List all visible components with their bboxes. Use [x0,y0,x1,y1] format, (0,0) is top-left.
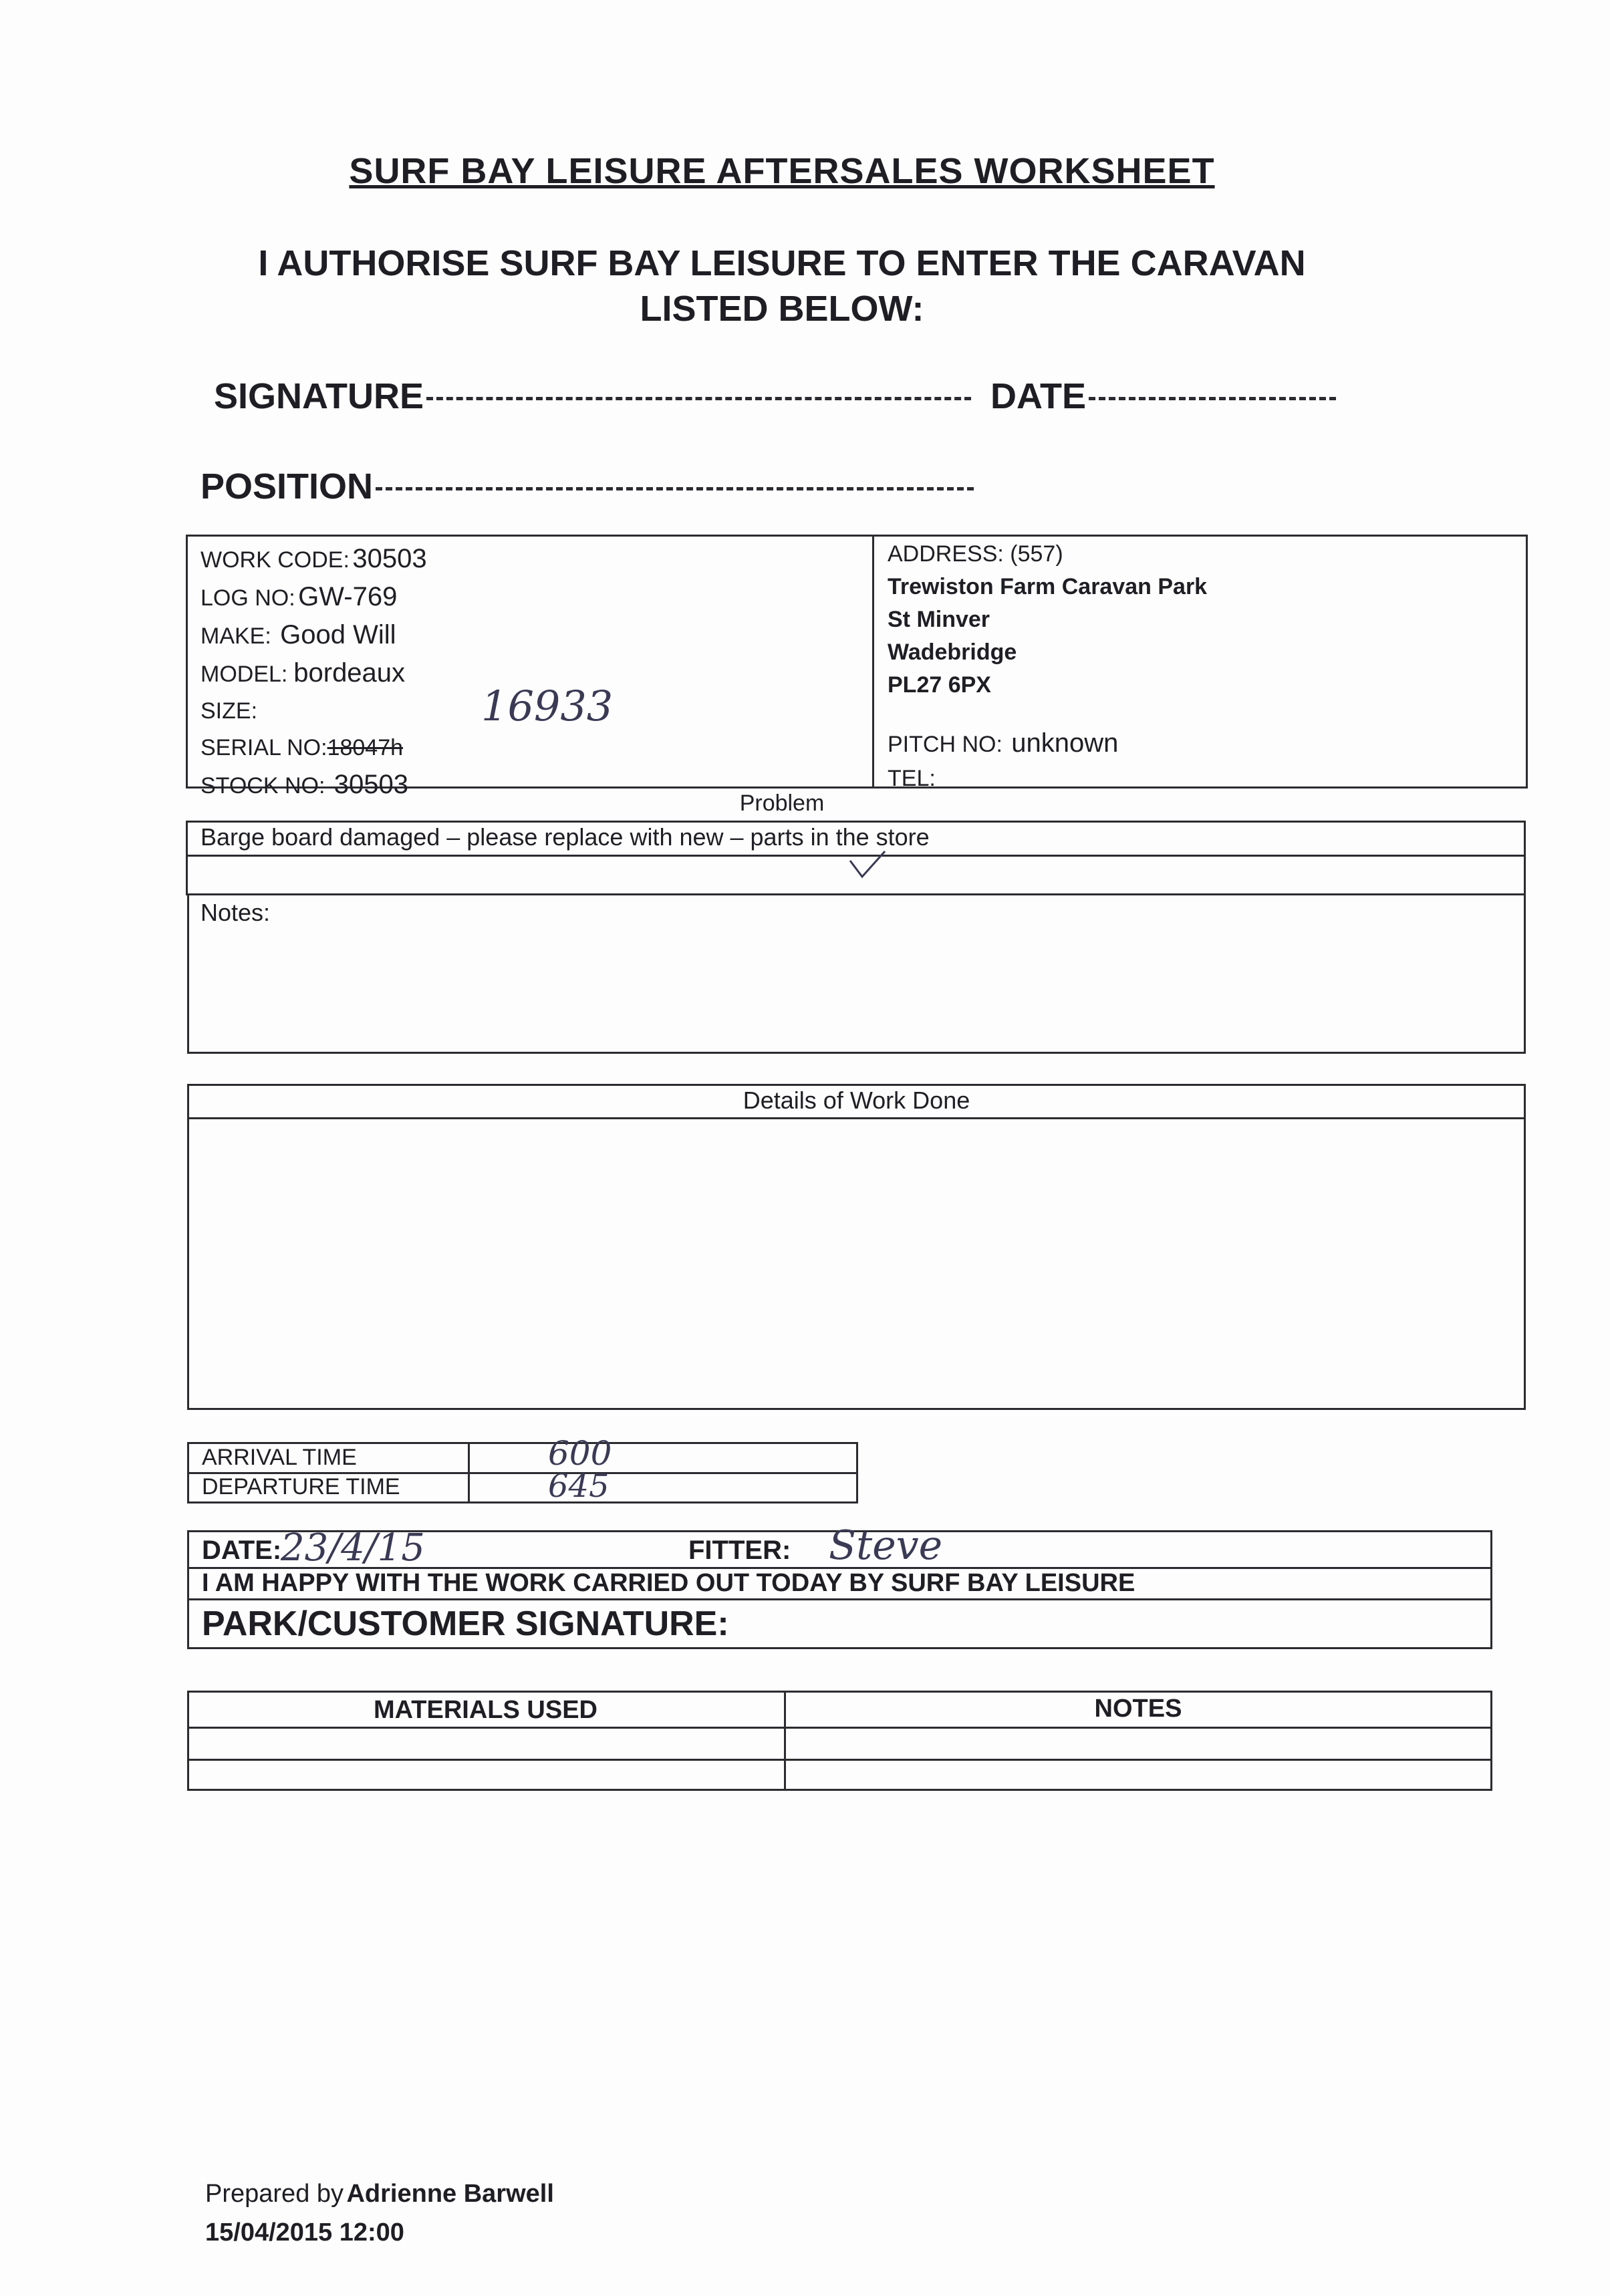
tel-label: TEL: [888,766,936,791]
make-label: MAKE: [200,623,271,649]
signature-line [214,376,1336,417]
fitter-label: FITTER: [688,1536,791,1565]
serial-no-label: SERIAL NO: [200,735,327,760]
signature-label: SIGNATURE [214,376,424,416]
size-row [200,695,427,732]
date-dashes [1089,397,1336,400]
position-dashes [376,487,974,490]
prepared-by-footer [205,2177,554,2249]
customer-signature-label: PARK/CUSTOMER SIGNATURE: [202,1604,729,1643]
authorisation-line-2: LISTED BELOW: [640,289,924,329]
pitch-no-label: PITCH NO: [888,732,1002,757]
notes-label: Notes: [200,899,271,926]
pitch-no-value: unknown [1011,728,1119,758]
departure-time-label: DEPARTURE TIME [202,1474,400,1499]
problem-heading: Problem [739,791,825,816]
page-title: SURF BAY LEISURE AFTERSALES WORKSHEET [349,151,1215,191]
address-line-1: Trewiston Farm Caravan Park [888,574,1208,599]
tick-mark-icon [847,847,888,881]
log-no-row [200,581,427,619]
notes-box [187,893,1526,1054]
arrival-time-value: 600 [548,1434,612,1473]
work-done-box [187,1084,1526,1410]
prepared-by-label: Prepared by [205,2180,344,2208]
model-label: MODEL: [200,662,288,687]
materials-row-divider-1 [187,1727,1492,1729]
size-label: SIZE: [200,698,258,724]
signoff-date-label: DATE: [202,1536,282,1565]
prepared-timestamp: 15/04/2015 12:00 [205,2218,404,2247]
pitch-no-row [888,728,1118,764]
signoff-divider-2 [187,1598,1492,1600]
work-code-value: 30503 [352,544,427,573]
work-code-row [200,543,427,581]
stock-no-value: 30503 [333,770,408,799]
work-done-header-divider [187,1117,1526,1119]
address-label: ADDRESS: (557) [888,541,1063,567]
address-block [888,538,1207,702]
serial-no-row [200,732,427,768]
serial-no-handwritten: 16933 [481,682,614,730]
signature-dashes [426,397,971,400]
make-row [200,619,427,657]
prepared-by-name: Adrienne Barwell [346,2180,554,2208]
position-line [200,466,974,507]
arrival-time-label: ARRIVAL TIME [202,1445,357,1470]
stock-no-label: STOCK NO: [200,773,325,799]
model-row [200,657,427,695]
departure-time-value: 645 [548,1467,610,1505]
work-done-heading: Details of Work Done [743,1087,970,1114]
log-no-label: LOG NO: [200,585,295,611]
times-col-divider [468,1442,470,1503]
work-code-label: WORK CODE: [200,547,350,573]
serial-no-struck-value: 18047h [327,735,404,760]
prepared-by-row [205,2177,554,2216]
date-label: DATE [990,376,1087,416]
signoff-date-value: 23/4/15 [281,1526,425,1570]
fitter-value: Steve [829,1522,943,1569]
make-value: Good Will [280,620,396,650]
address-line-2: St Minver [888,607,990,632]
position-label: POSITION [200,466,374,507]
satisfaction-statement: I AM HAPPY WITH THE WORK CARRIED OUT TODAY BY SURF BAY LEISURE [202,1569,1135,1597]
materials-used-heading: MATERIALS USED [374,1696,597,1724]
problem-text: Barge board damaged – please replace with new – parts in the store [200,823,930,851]
authorisation-statement [0,241,1564,331]
log-no-value: GW-769 [298,582,398,611]
unit-details [200,543,427,807]
address-line-4: PL27 6PX [888,672,991,698]
stock-no-row [200,768,427,807]
pitch-tel-block [888,728,1118,794]
address-line-3: Wadebridge [888,639,1017,665]
authorisation-line-1: I AUTHORISE SURF BAY LEISURE TO ENTER THE CARAVAN [258,243,1306,283]
details-divider [872,535,874,788]
materials-notes-heading: NOTES [1094,1695,1182,1723]
model-value: bordeaux [293,658,406,688]
materials-row-divider-2 [187,1759,1492,1761]
